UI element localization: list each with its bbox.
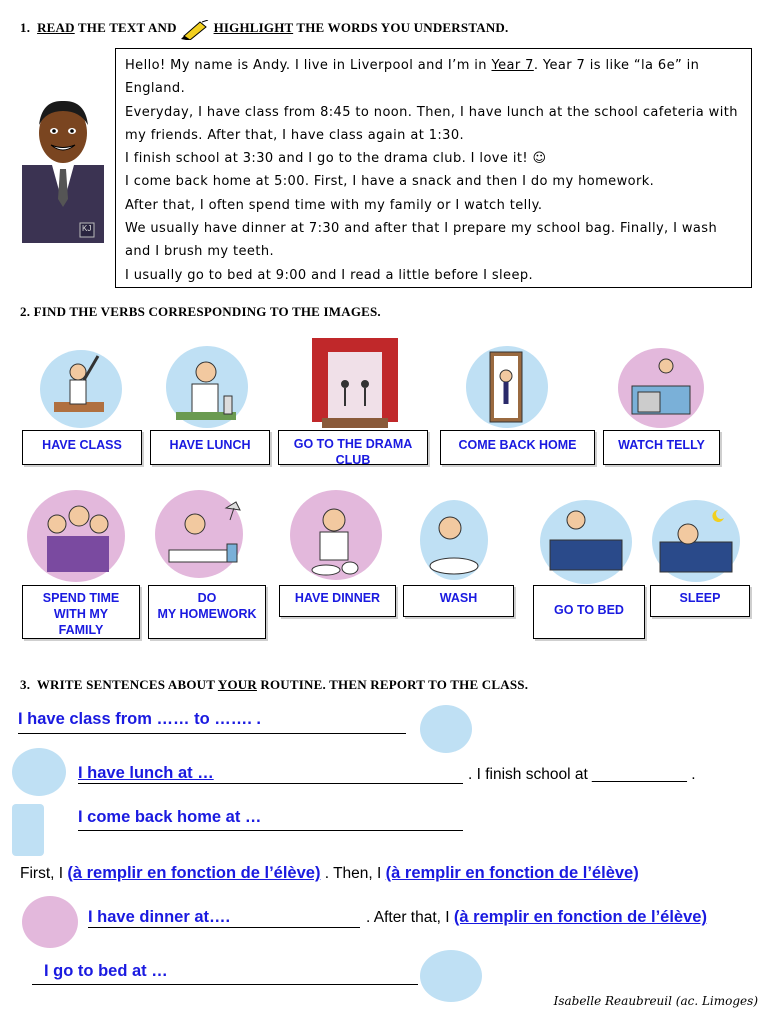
text-line-5: After that, I often spend time with my family or I watch telly. [125,197,543,213]
text-line-6: We usually have dinner at 7:30 and after that I prepare my school bag. Finally, I wash and I brush my teeth. [125,221,718,260]
blazer-badge: KJ [82,224,92,233]
have-lunch-image [166,346,248,428]
section-2-heading: 2. FIND THE VERBS CORRESPONDING TO THE IMAGES. [20,304,381,319]
label-have-lunch[interactable]: HAVE LUNCH [150,430,270,465]
andy-text-box [115,48,752,288]
label-go-to-bed[interactable]: GO TO BED [533,585,645,639]
label-have-dinner[interactable]: HAVE DINNER [279,585,396,617]
sentence-2: I have lunch at … [78,764,214,782]
answer-line-1[interactable] [18,733,406,734]
andy-portrait [22,95,104,243]
sentence-1: I have class from …… to ……. . [18,710,261,728]
author-credit: Isabelle Reaubreuil (ac. Limoges) [553,994,758,1008]
spend-time-family-image [27,490,125,582]
section-3-heading: 3. WRITE SENTENCES ABOUT YOUR ROUTINE. THEN REPORT TO THE CLASS. [20,677,529,692]
come-back-home-image [466,346,548,428]
desk-lamp-icon [224,500,244,522]
year-7-underlined: Year 7 [491,58,534,73]
watch-telly-image [618,348,704,428]
sentence-5: I have dinner at…. [88,908,231,926]
label-go-to-drama-club[interactable]: GO TO THE DRAMA CLUB [278,430,428,465]
label-wash[interactable]: WASH [403,585,514,617]
section-1-heading [20,20,508,38]
label-have-class[interactable]: HAVE CLASS [22,430,142,465]
drama-club-image [312,338,398,430]
sleep-image [652,500,740,582]
highlight-word: HIGHLIGHT [213,20,294,35]
highlighter-icon [180,20,210,38]
sentence-4: First, I (à remplir en fonction de l’élève) . Then, I (à remplir en fonction de l’élève) [20,864,639,882]
text-line-3: I finish school at 3:30 and I go to the drama club. I love it! ☺ [125,151,547,167]
label-sleep[interactable]: SLEEP [650,585,750,617]
label-spend-time-with-my-family[interactable]: SPEND TIME WITH MY FAMILY [22,585,140,639]
come-back-home-thumbnail [12,804,44,856]
the-text-and: THE TEXT AND [77,20,177,35]
have-class-thumbnail [420,705,472,753]
have-class-image [40,350,122,428]
label-do-my-homework[interactable]: DO MY HOMEWORK [148,585,266,639]
sentence-3: I come back home at … [78,808,262,826]
your-word: YOUR [217,677,257,692]
label-come-back-home[interactable]: COME BACK HOME [440,430,595,465]
text-line-2: Everyday, I have class from 8:45 to noon. Then, I have lunch at the school cafeteria with my friends. After that, I have class again at 1:30. [125,104,738,143]
label-watch-telly[interactable]: WATCH TELLY [603,430,720,465]
finish-school-text: . I finish school at ___________ . [468,766,696,783]
wash-image [420,500,488,580]
have-dinner-thumbnail [22,896,78,948]
have-dinner-image [290,490,382,580]
answer-line-3[interactable] [78,830,463,831]
text-line-7: I usually go to bed at 9:00 and I read a little before I sleep. [125,267,534,283]
sentence-5-continuation: . After that, I (à remplir en fonction de l’élève) [366,908,707,926]
answer-line-5[interactable] [88,927,360,928]
go-to-bed-thumbnail [420,950,482,1002]
text-line-4: I come back home at 5:00. First, I have a snack and then I do my homework. [125,174,655,190]
sentence-6: I go to bed at … [44,962,168,980]
section-1-number: 1. [20,20,31,35]
answer-line-2[interactable] [78,783,463,784]
read-word: READ [37,20,75,35]
heading-rest: THE WORDS YOU UNDERSTAND. [296,20,509,35]
answer-line-6[interactable] [32,984,418,985]
text-line-1: Hello! My name is Andy. I live in Liverpool and I’m in Year 7. Year 7 is like “la 6e” in England. [125,58,700,97]
go-to-bed-image [540,500,632,584]
have-lunch-thumbnail [12,748,66,796]
